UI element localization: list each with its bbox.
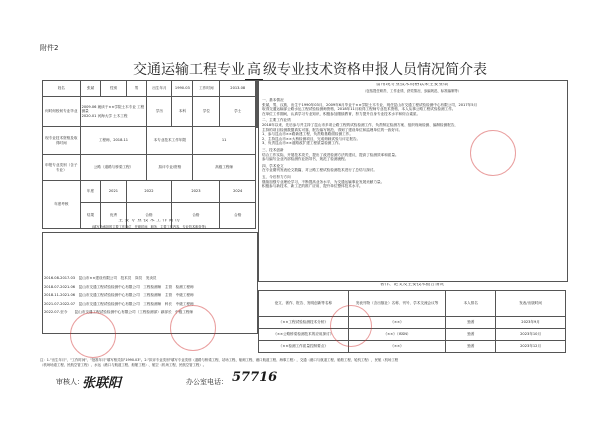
pass-label: 拟评专业/资格 [147,155,193,181]
reviewer-signature: 张联阳 [82,376,122,391]
achievement-section [262,164,562,173]
name-value: 张斌 [80,81,101,97]
achievements-heading: 留用现专业技术资格以来主要业绩 [376,83,448,87]
experience-list [44,276,254,315]
official-seal [330,305,372,347]
papers-heading: 著作、论文及主要技术报告情况 [379,283,445,287]
profile-table [42,80,256,229]
achievement-section-title: 五、今后努力方向 [262,174,291,179]
experience-row: 2016.08-2017.03 昆山市××建设有限公司 技术员 岗员 发卖员 [44,276,157,280]
reviewer-label: 审核人： [56,378,84,386]
footer-note-line1: 注：1."出生年月"、"工作时间"、"批准年月"填写格式如"1990.03"。2."拟评专业类别"填写专业类别（道路与桥梁工程、站场工程、船闸工程、港口航道工程、海事工程），交通（港口与航道工程、船舶工程、轮机工程），民航（机场工程 [40,358,399,362]
table-row [259,317,566,329]
achievements-subheading: （包括提任职责、工作业绩、获奖情况、参编规范、标准编制等） [362,89,462,93]
assessment-year-label: 年度 [80,181,101,203]
apply-label: 申报专业类别（含子专业） [43,155,81,181]
paper-name: 《××工程试验检测技术分析》 [259,317,349,329]
paper-name: 《××检测工作质量控制要点》 [259,341,349,353]
pass-value: 高级工程师 [193,155,256,181]
experience-row: 2018.07-2021.06 昆山市交通工程试验检测中心有限公司 工程检测师 主管 检测工程师 [44,284,194,289]
assessment-year-1: 2022 [126,181,172,203]
gender-value: 男 [126,81,147,97]
achievement-line: 1、参与昆山市××路新建工程，负责路基路面检测工作。 [262,132,353,137]
page-title [60,59,560,80]
work-start-value: 2013.08 [220,81,256,97]
paper-date: 2023年10月 [496,329,566,341]
official-seal [170,305,216,351]
paper-name: 《××公路桥梁检测技术的应用探讨》 [259,329,349,341]
paper-pub: 《××》（ISSN） [348,329,446,341]
title-prefix: 交通运输工程专业 [133,62,245,78]
education-value-line2: 2020.01 河海大学 土木工程 [81,113,128,118]
experience-subheading: (填写所承担的主要工作岗位、任职时间、职务、主要工作内容、专业技术职务等) [91,225,207,229]
experience-row: 2018.11-2021.06 昆山市交通工程试验检测中心有限公司 工程检测师 主管 中级工程师 [44,293,194,298]
apply-value: 公路（道路与桥梁工程） [80,155,147,181]
degree-value: 本科 [172,97,193,127]
achievement-line: 取得交通运输部公路水运工程试验检测师资格，2018年11月取得工程师专业技术资格，本人从事公路工程试验检测工作。 [262,107,456,112]
assessment-result-1: 合格 [126,203,172,229]
achievement-line: 2018年以来，先后参与并主持了昆山市多项公路工程的试验检测工作，负责制定检测方案、组织现场检测、编制检测报告， [262,122,459,127]
achievement-section-title: 二、主要工作业绩 [262,118,291,123]
paper-rank: 独著 [446,317,496,329]
attachment-label: 附件2 [40,44,59,52]
current-title-label: 现专业技术资格及取得时间 [43,127,81,155]
birth-value: 1990.03 [172,81,193,97]
paper-date: 2023年9月 [496,317,566,329]
achievement-section [262,118,562,146]
years-label: 本专业技术工作年限 [147,127,193,155]
assessment-year-2: 2023 [172,181,220,203]
title-suffix: 级专业技术资格申报人员情况简介表 [263,62,487,78]
paper-rank: 独著 [446,341,496,353]
birth-label: 出生年月 [147,81,172,97]
achievement-section [262,175,562,189]
achievement-line: 在单位工作期间，认真学习专业知识，积极参加继续教育，努力提升自身专业技术水平和综合素质。 [262,111,421,116]
years-value: 11 [193,127,256,155]
papers-col-rank: 本人排名 [446,291,496,317]
achievement-section [262,98,562,116]
phone-signature: 57716 [232,370,278,385]
work-start-label: 工作时间 [193,81,220,97]
assessment-result-2: 合格 [172,203,220,229]
paper-rank: 独著 [446,329,496,341]
degree-label: 学历 [147,97,172,127]
phone-label: 办公室电话： [186,378,228,386]
education-label: 何时何校何专业毕业 [43,97,81,127]
xuewei-label: 学位 [193,97,220,127]
assessment-year-3: 2024 [220,181,256,203]
name-label: 姓名 [43,81,81,97]
achievement-line: 2、主持昆山市××大桥检测项目，完成荷载试验与评定报告。 [262,136,361,141]
current-title-value: 工程师，2018.11 [80,127,147,155]
achievement-line: 继续加强专业理论学习，不断提高业务水平，为交通运输事业发展贡献力量。 [262,179,385,184]
achievement-line: 在专业期刊发表论文数篇，对公路工程试验检测技术进行了总结与探讨。 [262,168,377,173]
achievement-section [262,148,562,162]
table-row [259,329,566,341]
gender-label: 性别 [101,81,126,97]
assessment-result-3: 合格 [220,203,256,229]
achievement-section-title: 三、技术创新 [262,147,284,152]
achievement-line: 张斌，男，汉族，出生于1990年03月，2009年6月毕业于××学院土木专业，现任昆山市交通工程试验检测中心有限公司，2017年5月 [262,102,478,107]
paper-pub: 《××》 [348,317,446,329]
papers-col-date: 发表/出版时间 [496,291,566,317]
xuewei-value: 学士 [220,97,256,127]
paper-pub: 《××》 [348,341,446,353]
experience-heading: 主 要 专 业 技 术 工 作 简 历 [118,219,180,223]
achievement-line: 3、负责昆山市××道路改扩建工程质量检测工作。 [262,141,343,146]
official-seal [70,312,116,358]
papers-col-pub: 发表刊物（含出版社）名称、刊号、学术交流会议等 [348,291,446,317]
papers-table [258,290,566,353]
paper-date: 2023年12月 [496,341,566,353]
assessment-result-label: 结果 [80,203,101,229]
experience-row: 2022.07-至今 昆山市交通工程试验检测中心有限公司（工程检测部）副部长 中级工程师 [44,310,194,315]
achievement-line: 积极参与新技术、新工艺的推广应用，提升单位整体技术水平。 [262,184,363,189]
assessment-label: 年度考核 [43,181,81,229]
official-seal [470,130,516,176]
papers-col-name: 论文、著作、报告、发明创新等名称 [259,291,349,317]
achievement-line: 结合工作实际，开展技术攻关，提出了改进检测方法的建议，提高了检测效率和质量。 [262,152,399,157]
assessment-result-0: 优秀 [101,203,126,229]
achievement-line: 参与编写企业内部检测作业指导书，规范了检测流程。 [262,157,349,162]
assessment-year-0: 2021 [101,181,126,203]
footer-note-line2: （机场场道工程、民航空管工程）、水运（港口与航道工程、船舶工程）、航空（机场工程、民航空管工程）。 [40,363,207,367]
achievement-section-title: 四、学术论文 [262,163,284,168]
achievements-body [262,98,562,276]
achievement-section-title: 一、基本情况 [262,98,284,102]
title-level: 高 [245,59,263,80]
education-value-line1: 2009.06 就读于××学院土木专业 工程测量 [81,104,145,114]
table-row [259,341,566,353]
achievement-line: 主持的项目检测数据真实可靠，报告编写规范，得到了建设单位和监理单位的一致好评。 [262,127,403,132]
experience-row: 2021.07-2022.07 昆山市交通工程试验检测中心有限公司 工程检测师 科长 中级工程师 [44,301,194,306]
